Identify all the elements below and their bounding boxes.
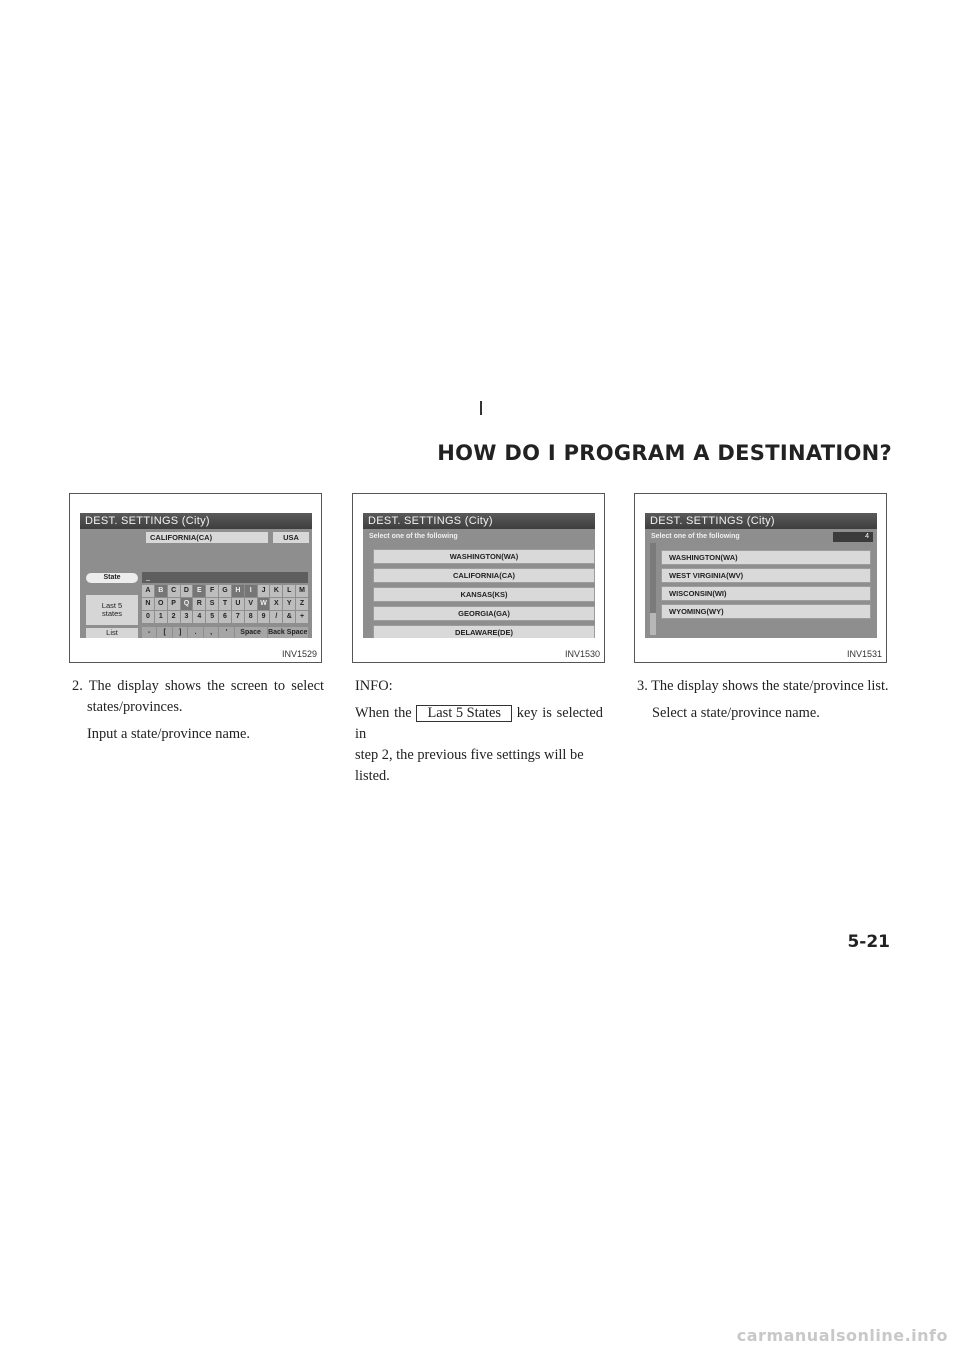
- keyboard-key[interactable]: ': [219, 627, 233, 638]
- nav-screen-filtered-list: [645, 513, 877, 638]
- list-item[interactable]: WYOMING(WY): [661, 604, 871, 619]
- last-5-states-button[interactable]: Last 5 states: [86, 595, 138, 625]
- last-5-states-key: Last 5 States: [416, 705, 512, 722]
- keyboard-key[interactable]: Back Space: [268, 629, 308, 636]
- keyboard-key[interactable]: &: [283, 611, 295, 623]
- keyboard-key[interactable]: B: [155, 585, 167, 597]
- keyboard-key[interactable]: 9: [258, 611, 270, 623]
- separator-mark: [480, 401, 482, 415]
- keyboard-key[interactable]: X: [270, 598, 282, 610]
- keyboard-key[interactable]: T: [219, 598, 231, 610]
- figure-keyboard-screen: [69, 493, 322, 663]
- keyboard-key[interactable]: 2: [168, 611, 180, 623]
- info-line-1: [355, 703, 603, 745]
- keyboard-key[interactable]: K: [270, 585, 282, 597]
- info-after: key is selected in: [355, 705, 604, 742]
- nav-screen-state-list: [363, 513, 595, 638]
- figure-code: INV1529: [281, 649, 317, 659]
- keyboard-key[interactable]: Y: [283, 598, 295, 610]
- keyboard-key[interactable]: [: [157, 627, 171, 638]
- list-item[interactable]: WEST VIRGINIA(WV): [661, 568, 871, 583]
- figure-code: INV1531: [846, 649, 882, 659]
- list-hint: Select one of the following: [369, 533, 458, 540]
- keyboard-key[interactable]: 0: [142, 611, 154, 623]
- scrollbar[interactable]: [650, 543, 656, 635]
- keyboard-key[interactable]: /: [270, 611, 282, 623]
- result-count: 4: [833, 532, 873, 542]
- screen-title: DEST. SETTINGS (City): [363, 513, 595, 529]
- keyboard-key[interactable]: 8: [245, 611, 257, 623]
- section-title: HOW DO I PROGRAM A DESTINATION?: [437, 441, 892, 465]
- keyboard-grid: [142, 585, 308, 623]
- keyboard-key[interactable]: D: [181, 585, 193, 597]
- list-item[interactable]: GEORGIA(GA): [373, 606, 595, 621]
- keyboard-key[interactable]: C: [168, 585, 180, 597]
- country-field[interactable]: USA: [273, 532, 309, 543]
- step-2-instruction: Input a state/province name.: [87, 726, 251, 742]
- state-mode-label: State: [86, 573, 138, 583]
- info-line-2: step 2, the previous five settings will be listed.: [355, 747, 584, 784]
- keyboard-key[interactable]: 5: [206, 611, 218, 623]
- keyboard-key[interactable]: ,: [204, 627, 218, 638]
- keyboard-key[interactable]: 6: [219, 611, 231, 623]
- keyboard-key[interactable]: W: [258, 598, 270, 610]
- figure-state-list: [352, 493, 605, 663]
- screen-title: DEST. SETTINGS (City): [80, 513, 312, 529]
- name-input[interactable]: _: [142, 572, 308, 583]
- list-item[interactable]: CALIFORNIA(CA): [373, 568, 595, 583]
- keyboard-key[interactable]: F: [206, 585, 218, 597]
- keyboard-key[interactable]: 3: [181, 611, 193, 623]
- keyboard-key[interactable]: G: [219, 585, 231, 597]
- step-3-instruction: Select a state/province name.: [652, 705, 820, 721]
- keyboard-key[interactable]: 7: [232, 611, 244, 623]
- step-3-text: 3. The display shows the state/province list.: [637, 678, 889, 694]
- keyboard-key[interactable]: E: [193, 585, 205, 597]
- keyboard-symbol-row: [142, 627, 308, 638]
- text-column-3: [637, 676, 889, 724]
- scrollbar-thumb[interactable]: [650, 543, 656, 613]
- keyboard-key[interactable]: A: [142, 585, 154, 597]
- page-number: 5-21: [847, 932, 890, 952]
- keyboard-key[interactable]: -: [142, 627, 156, 638]
- keyboard-key[interactable]: 4: [193, 611, 205, 623]
- keyboard-key[interactable]: ]: [173, 627, 187, 638]
- step-2-text: 2. The display shows the screen to select states/provinces.: [72, 678, 324, 715]
- watermark: carmanualsonline.info: [736, 1326, 948, 1345]
- figure-code: INV1530: [564, 649, 600, 659]
- keyboard-key[interactable]: I: [245, 585, 257, 597]
- keyboard-key[interactable]: V: [245, 598, 257, 610]
- keyboard-key[interactable]: Z: [296, 598, 308, 610]
- screen-title: DEST. SETTINGS (City): [645, 513, 877, 529]
- keyboard-key[interactable]: H: [232, 585, 244, 597]
- list-item[interactable]: KANSAS(KS): [373, 587, 595, 602]
- keyboard-key[interactable]: U: [232, 598, 244, 610]
- keyboard-key[interactable]: Q: [181, 598, 193, 610]
- keyboard-key[interactable]: .: [188, 627, 202, 638]
- list-button[interactable]: List: [86, 628, 138, 638]
- keyboard-key[interactable]: L: [283, 585, 295, 597]
- info-heading: INFO:: [355, 678, 393, 694]
- keyboard-key[interactable]: +: [296, 611, 308, 623]
- list-item[interactable]: DELAWARE(DE): [373, 625, 595, 638]
- figure-filtered-list: [634, 493, 887, 663]
- info-before: When the: [355, 705, 412, 721]
- keyboard-key[interactable]: N: [142, 598, 154, 610]
- list-item[interactable]: WISCONSIN(WI): [661, 586, 871, 601]
- keyboard-key[interactable]: P: [168, 598, 180, 610]
- list-hint: Select one of the following: [651, 533, 740, 540]
- state-field[interactable]: CALIFORNIA(CA): [146, 532, 268, 543]
- nav-screen-keyboard: [80, 513, 312, 638]
- list-item[interactable]: WASHINGTON(WA): [373, 549, 595, 564]
- keyboard-key[interactable]: O: [155, 598, 167, 610]
- keyboard-key[interactable]: J: [258, 585, 270, 597]
- list-item[interactable]: WASHINGTON(WA): [661, 550, 871, 565]
- keyboard-key[interactable]: M: [296, 585, 308, 597]
- keyboard-key[interactable]: R: [193, 598, 205, 610]
- keyboard-key[interactable]: Space: [235, 627, 267, 638]
- text-column-1: [72, 676, 324, 745]
- text-column-2: [355, 676, 603, 787]
- keyboard-key[interactable]: S: [206, 598, 218, 610]
- keyboard-key[interactable]: 1: [155, 611, 167, 623]
